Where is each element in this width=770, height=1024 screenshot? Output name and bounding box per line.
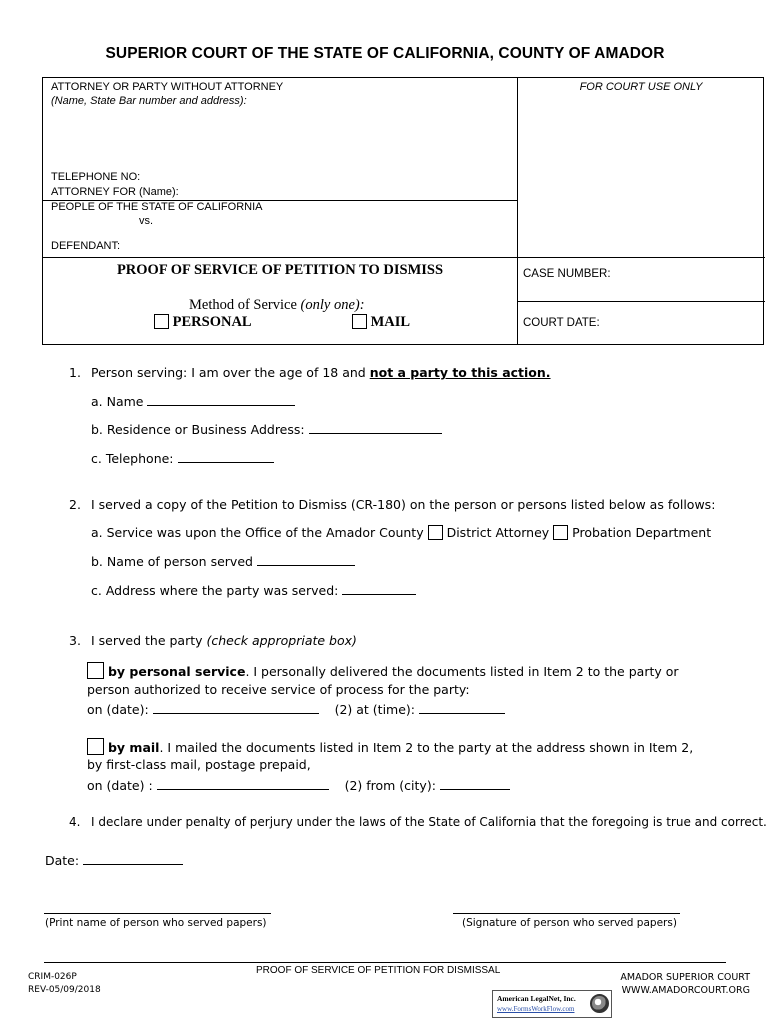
district-attorney-label: District Attorney (446, 525, 550, 540)
personal-time-label: (2) at (time): (334, 702, 416, 717)
mail-label: MAIL (370, 314, 411, 330)
document-title: PROOF OF SERVICE OF PETITION TO DISMISS (116, 262, 444, 278)
mail-service-checkbox[interactable] (87, 738, 104, 755)
vendor-name: American LegalNet, Inc. (497, 994, 576, 1003)
personal-time-field[interactable] (419, 701, 505, 714)
defendant-label: DEFENDANT: (51, 240, 121, 252)
item-1a-label: a. Name (91, 394, 144, 409)
caption-box (42, 77, 764, 345)
personal-date-label: on (date): (87, 702, 149, 717)
footer-court: AMADOR SUPERIOR COURT (620, 972, 750, 983)
item-2c-label: c. Address where the party was served: (91, 583, 339, 598)
item-4-number: 4. (69, 815, 81, 829)
item-3-text: I served the party (91, 633, 203, 648)
item-2-number: 2. (69, 497, 81, 512)
telephone-label: TELEPHONE NO: (51, 171, 141, 183)
item-4-text: I declare under penalty of perjury under the laws of the State of California that the foregoing is true and correct. (91, 815, 767, 829)
mail-city-label: (2) from (city): (344, 778, 436, 793)
form-revision: REV-05/09/2018 (28, 985, 101, 995)
item-2a-label: a. Service was upon the Office of the Amador County (91, 525, 424, 540)
telephone-field[interactable] (178, 450, 274, 463)
mail-service-bold: by mail (107, 740, 160, 755)
footer-divider (44, 962, 726, 963)
people-label: PEOPLE OF THE STATE OF CALIFORNIA (51, 201, 263, 213)
item-3-italic: (check appropriate box) (206, 633, 357, 648)
personal-service-bold: by personal service (107, 664, 246, 679)
court-date-label: COURT DATE: (523, 317, 600, 329)
item-1-text: Person serving: I am over the age of 18 and (91, 365, 366, 380)
attorney-label: ATTORNEY OR PARTY WITHOUT ATTORNEY (51, 81, 284, 93)
item-2b-label: b. Name of person served (91, 554, 253, 569)
method-label: Method of Service (189, 297, 297, 313)
item-1-bold: not a party to this action. (369, 365, 551, 380)
date-field[interactable] (83, 852, 183, 865)
vendor-globe-icon (590, 994, 609, 1013)
page-title: SUPERIOR COURT OF THE STATE OF CALIFORNIA, COUNTY OF AMADOR (105, 45, 665, 62)
method-only: (only one): (300, 297, 365, 313)
personal-service-checkbox[interactable] (87, 662, 104, 679)
person-served-field[interactable] (257, 553, 355, 566)
address-field[interactable] (309, 421, 442, 434)
form-id: CRIM-026P (28, 972, 77, 982)
vendor-logo (492, 990, 612, 1018)
case-number-label: CASE NUMBER: (523, 268, 611, 280)
personal-label: PERSONAL (172, 314, 252, 330)
personal-checkbox[interactable] (154, 314, 169, 329)
mail-checkbox[interactable] (352, 314, 367, 329)
signature-label: (Signature of person who served papers) (462, 917, 677, 929)
item-1b-label: b. Residence or Business Address: (91, 422, 305, 437)
item-3-number: 3. (69, 633, 81, 648)
mail-service-line2: by first-class mail, postage prepaid, (87, 757, 311, 772)
attorney-sublabel: (Name, State Bar number and address): (51, 95, 247, 107)
personal-service-line2: person authorized to receive service of process for the party: (87, 682, 470, 697)
attorney-for-label: ATTORNEY FOR (Name): (51, 186, 179, 198)
name-field[interactable] (147, 393, 295, 406)
probation-department-checkbox[interactable] (553, 525, 568, 540)
item-1-number: 1. (69, 365, 81, 380)
district-attorney-checkbox[interactable] (428, 525, 443, 540)
mail-date-field[interactable] (157, 777, 329, 790)
vs-label: vs. (139, 215, 154, 227)
item-1c-label: c. Telephone: (91, 451, 174, 466)
court-use-label: FOR COURT USE ONLY (579, 81, 703, 93)
served-address-field[interactable] (342, 582, 416, 595)
mail-date-label: on (date) : (87, 778, 153, 793)
method-of-service (189, 297, 365, 314)
footer-title: PROOF OF SERVICE OF PETITION FOR DISMISSAL (256, 965, 501, 976)
probation-department-label: Probation Department (572, 525, 712, 540)
personal-date-field[interactable] (153, 701, 319, 714)
print-name-label: (Print name of person who served papers) (45, 917, 267, 929)
date-label: Date: (45, 853, 80, 868)
item-2-text: I served a copy of the Petition to Dismiss (CR-180) on the person or persons listed below as follows: (91, 497, 716, 512)
print-name-line[interactable] (44, 913, 271, 914)
vendor-url: www.FormsWorkFlow.com (497, 1005, 575, 1013)
footer-website: WWW.AMADORCOURT.ORG (621, 985, 750, 996)
personal-service-text: . I personally delivered the documents listed in Item 2 to the party or (245, 664, 679, 679)
signature-line[interactable] (453, 913, 680, 914)
mail-city-field[interactable] (440, 777, 510, 790)
mail-service-text: . I mailed the documents listed in Item 2 to the party at the address shown in Item 2, (159, 740, 694, 755)
